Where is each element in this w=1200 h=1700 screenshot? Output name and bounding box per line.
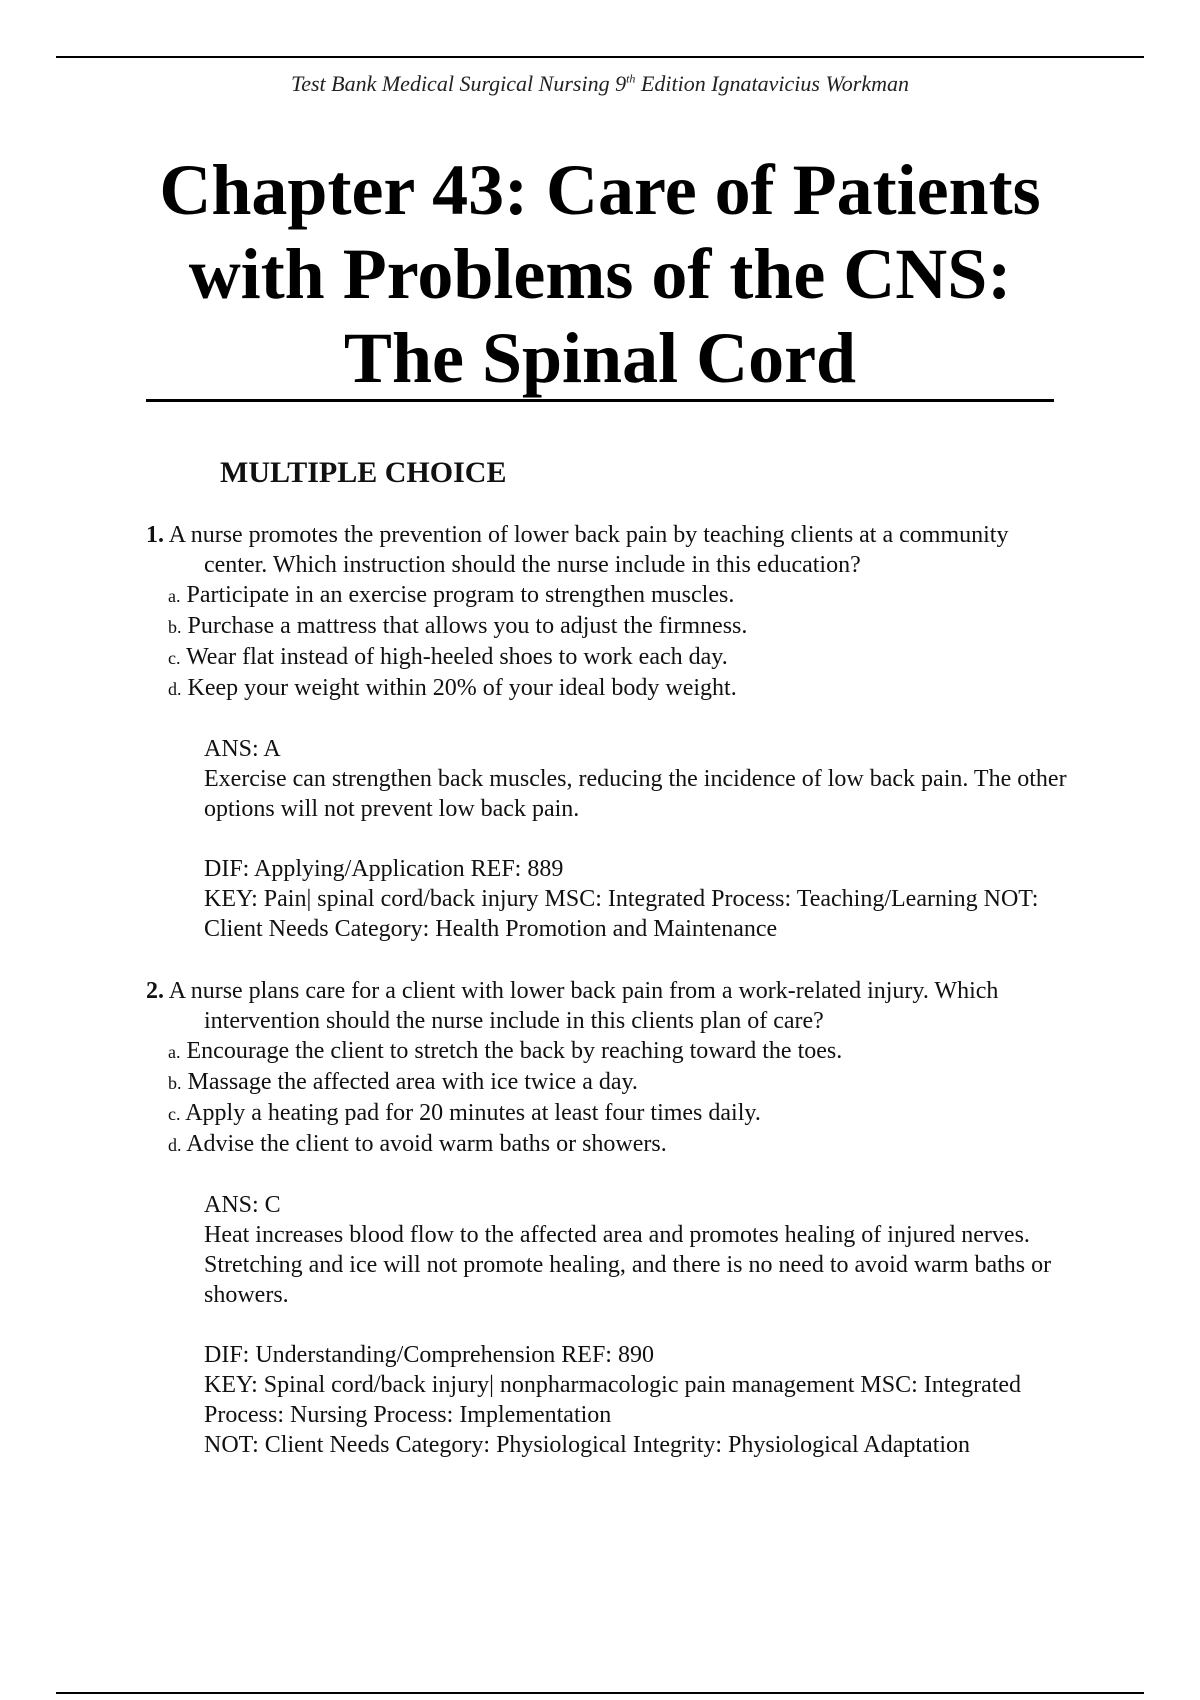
option-letter: b.: [168, 1073, 182, 1093]
option-text: Participate in an exercise program to strengthen muscles.: [186, 582, 735, 608]
running-header-text-end: Edition Ignatavicius Workman: [635, 71, 909, 96]
answer-rationale: Exercise can strengthen back muscles, reducing the incidence of low back pain. The other options will not prevent low back pain.: [204, 766, 1067, 822]
option-letter: a.: [168, 1042, 181, 1062]
option-c: [168, 1098, 1076, 1129]
chapter-title-line-1: Chapter 43: Care of Patients: [159, 150, 1041, 230]
question-stem: [146, 976, 1076, 1036]
question-text: A nurse promotes the prevention of lower back pain by teaching clients at a community center. Which instruction should the nurse include in this education?: [168, 522, 1009, 578]
question-stem: [146, 520, 1076, 580]
option-d: [168, 1129, 1076, 1160]
option-c: [168, 642, 1076, 673]
option-list: [146, 580, 1076, 704]
option-text: Apply a heating pad for 20 minutes at least four times daily.: [185, 1100, 761, 1126]
client-needs-category: NOT: Client Needs Category: Physiological Integrity: Physiological Adaptation: [204, 1432, 971, 1458]
option-text: Encourage the client to stretch the back by reaching toward the toes.: [186, 1038, 843, 1064]
option-b: [168, 611, 1076, 642]
option-letter: d.: [168, 679, 182, 699]
bottom-rule: [56, 1692, 1144, 1694]
answer-key: ANS: A: [204, 736, 281, 762]
chapter-title: [146, 148, 1054, 400]
question-text: A nurse plans care for a client with lower back pain from a work-related injury. Which intervention should the nurse include in this clients plan of care?: [168, 978, 999, 1034]
option-letter: c.: [168, 648, 181, 668]
answer-rationale: Heat increases blood flow to the affected area and promotes healing of injured nerves. Stretching and ice will not promote healing, and there is no need to avoid warm baths or showers.: [204, 1222, 1052, 1308]
running-header-text: Test Bank Medical Surgical Nursing 9: [291, 71, 627, 96]
option-text: Advise the client to avoid warm baths or showers.: [186, 1131, 667, 1157]
question-2: [146, 976, 1076, 1460]
chapter-title-line-2: with Problems of the CNS:: [188, 234, 1012, 314]
answer-block: [204, 1190, 1076, 1460]
question-metadata: [204, 854, 1076, 944]
chapter-title-line-3: The Spinal Cord: [343, 318, 857, 398]
option-text: Purchase a mattress that allows you to adjust the firmness.: [187, 613, 748, 639]
option-text: Wear flat instead of high-heeled shoes to work each day.: [186, 644, 728, 670]
difficulty-reference: DIF: Understanding/Comprehension REF: 890: [204, 1342, 654, 1368]
keywords-classification: KEY: Pain| spinal cord/back injury MSC: Integrated Process: Teaching/Learning NOT: Client Needs Category: Health Promotion and Maintenance: [204, 886, 1039, 942]
answer-block: [204, 734, 1076, 944]
section-heading: MULTIPLE CHOICE: [220, 456, 507, 489]
question-1: [146, 520, 1076, 944]
option-letter: d.: [168, 1135, 182, 1155]
option-text: Massage the affected area with ice twice a day.: [187, 1069, 638, 1095]
option-a: [168, 580, 1076, 611]
option-list: [146, 1036, 1076, 1160]
option-letter: a.: [168, 586, 181, 606]
title-underline: [146, 399, 1054, 402]
option-text: Keep your weight within 20% of your ideal body weight.: [187, 675, 737, 701]
running-header-superscript: th: [626, 71, 636, 86]
question-number: 2.: [146, 978, 164, 1004]
question-list: [146, 520, 1076, 1480]
keywords-classification: KEY: Spinal cord/back injury| nonpharmacologic pain management MSC: Integrated Process: Nursing Process: Implementation: [204, 1372, 1022, 1428]
top-rule: [56, 56, 1144, 58]
difficulty-reference: DIF: Applying/Application REF: 889: [204, 856, 564, 882]
question-number: 1.: [146, 522, 164, 548]
option-letter: c.: [168, 1104, 181, 1124]
option-a: [168, 1036, 1076, 1067]
option-letter: b.: [168, 617, 182, 637]
running-header: [0, 71, 1200, 97]
option-d: [168, 673, 1076, 704]
option-b: [168, 1067, 1076, 1098]
question-metadata: [204, 1340, 1076, 1460]
answer-key: ANS: C: [204, 1192, 281, 1218]
